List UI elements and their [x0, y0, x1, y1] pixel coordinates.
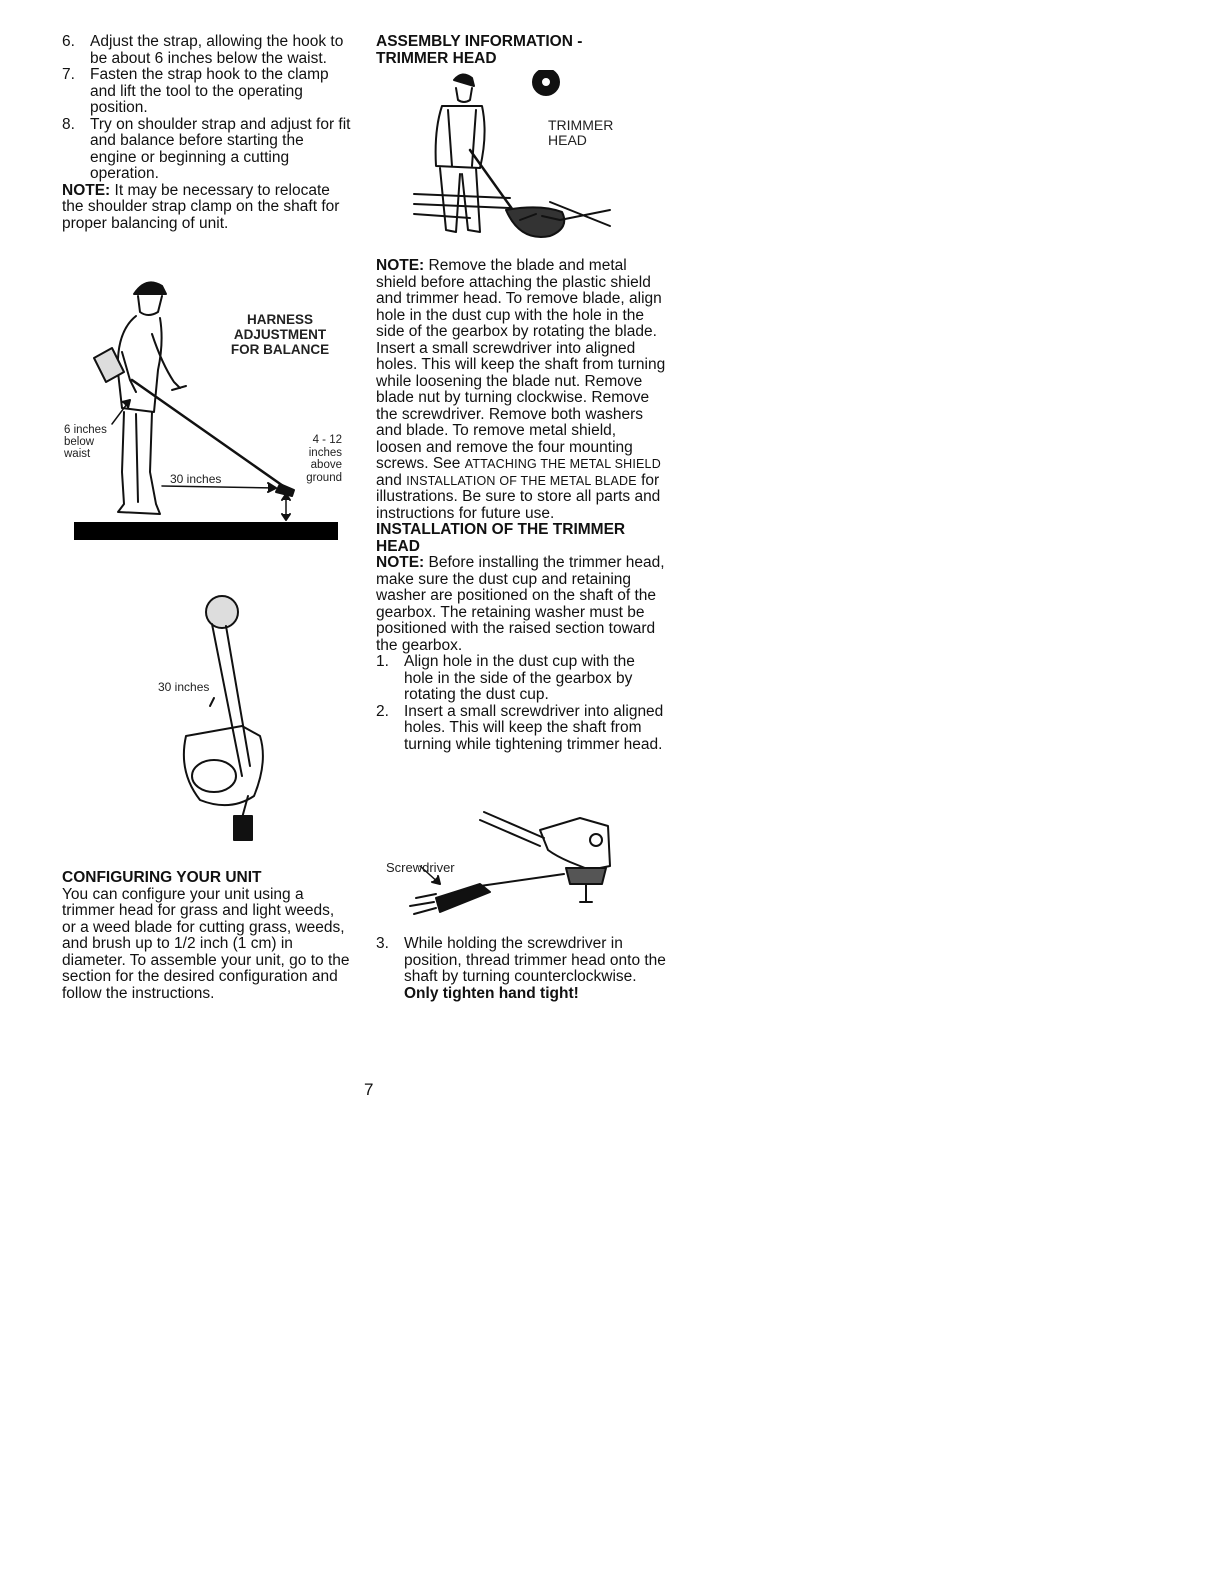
left-column: [62, 34, 352, 232]
strap-note: [62, 183, 352, 233]
right-column: [376, 34, 666, 67]
step-warning: Only tighten hand tight!: [404, 984, 579, 1002]
trimmer-head-label: [548, 118, 613, 148]
step-number: 2.: [376, 702, 389, 720]
note-text: It may be necessary to relocate the shoulder strap clamp on the shaft for proper balancing of unit.: [62, 181, 340, 232]
length-label: 30 inches: [170, 472, 222, 486]
step-text: Try on shoulder strap and adjust for fit and balance before starting the engine or beginning a cutting operation.: [90, 115, 351, 182]
label-line: TRIMMER: [548, 117, 614, 133]
harness-adjustment-figure: [62, 272, 344, 544]
top-view-figure: [150, 586, 280, 848]
configuring-text: You can configure your unit using a trimmer head for grass and light weeds, or a weed blade for cutting grass, weeds, and brush up to 1/2 inch (1 cm) in diameter. To assemble your unit, go to the section for the desired configuration and follow the instructions.: [62, 885, 350, 1002]
ground-label: 4 - 12 inches above ground: [306, 434, 342, 484]
step-number: 1.: [376, 653, 389, 670]
label-line: HEAD: [548, 132, 587, 148]
harness-title: [210, 312, 350, 357]
step-3-block: [376, 936, 666, 1002]
harness-title-line: ADJUSTMENT: [233, 327, 327, 342]
step-number: 3.: [376, 935, 389, 952]
note-label: NOTE:: [62, 181, 111, 199]
install-note: [376, 555, 666, 654]
note-text: for illustrations. Be sure to store all parts and instructions for future use.: [376, 471, 661, 522]
screwdriver-figure: [380, 806, 640, 930]
waist-label: 6 inches below waist: [64, 424, 107, 460]
step-text: Adjust the strap, allowing the hook to be about 6 inches below the waist.: [90, 33, 344, 67]
step-text: Align hole in the dust cup with the hole in the side of the gearbox by rotating the dust cup.: [404, 653, 635, 703]
assembly-heading-line: TRIMMER HEAD: [376, 49, 497, 67]
page-number: 7: [364, 1080, 374, 1099]
install-step-1: [376, 654, 666, 704]
trimmer-head-figure: [410, 70, 630, 250]
configuring-section: [62, 870, 352, 1002]
step-6: [62, 34, 352, 67]
step-8: [62, 117, 352, 183]
section-reference: ATTACHING THE METAL SHIELD: [464, 457, 661, 471]
note-text: Before installing the trimmer head, make sure the dust cup and retaining washer are positioned on the shaft of the gearbox. The retaining washer must be positioned with the raised section toward the gearbox.: [376, 554, 665, 654]
note-text: Remove the blade and metal shield before attaching the plastic shield and trimmer head. To remove blade, align hole in the dust cup with the hole in the side of the gearbox by rotating the blade. Insert a small screwdriver into aligned holes. This will keep the shaft from turning while loosening the blade nut. Remove blade nut by turning clockwise. Remove the screwdriver. Remove both washers and blade. To remove metal shield, loosen and remove the four mounting screws. See: [376, 257, 666, 472]
note-text: and: [376, 471, 402, 489]
step-text: While holding the screwdriver in position, thread trimmer head onto the shaft by turning counterclockwise.: [404, 935, 666, 985]
install-step-2: [376, 704, 666, 754]
step-text: Fasten the strap hook to the clamp and lift the tool to the operating position.: [90, 66, 329, 116]
right-column-body: [376, 258, 666, 753]
configuring-heading: CONFIGURING YOUR UNIT: [62, 869, 262, 886]
harness-title-line: FOR BALANCE: [230, 342, 330, 357]
step-number: 8.: [62, 115, 75, 133]
note-label: NOTE:: [376, 554, 425, 571]
length-label: 30 inches: [158, 680, 210, 694]
step-number: 7.: [62, 66, 75, 83]
install-heading: INSTALLATION OF THE TRIMMER HEAD: [376, 521, 626, 555]
section-reference: INSTALLATION OF THE METAL BLADE: [406, 473, 637, 488]
install-step-3: [376, 936, 666, 1002]
top-view-illustration: [150, 586, 280, 848]
step-number: 6.: [62, 33, 75, 50]
step-text: Insert a small screwdriver into aligned holes. This will keep the shaft from turning while tightening trimmer head.: [404, 702, 664, 753]
assembly-heading: [376, 34, 666, 67]
step-7: [62, 67, 352, 117]
blade-removal-note: [376, 258, 666, 522]
trimmer-illustration: [410, 70, 630, 250]
screwdriver-label: Screwdriver: [386, 860, 455, 875]
note-label: NOTE:: [376, 257, 425, 274]
harness-title-line: HARNESS: [246, 312, 313, 327]
assembly-heading-line: ASSEMBLY INFORMATION -: [376, 33, 583, 50]
